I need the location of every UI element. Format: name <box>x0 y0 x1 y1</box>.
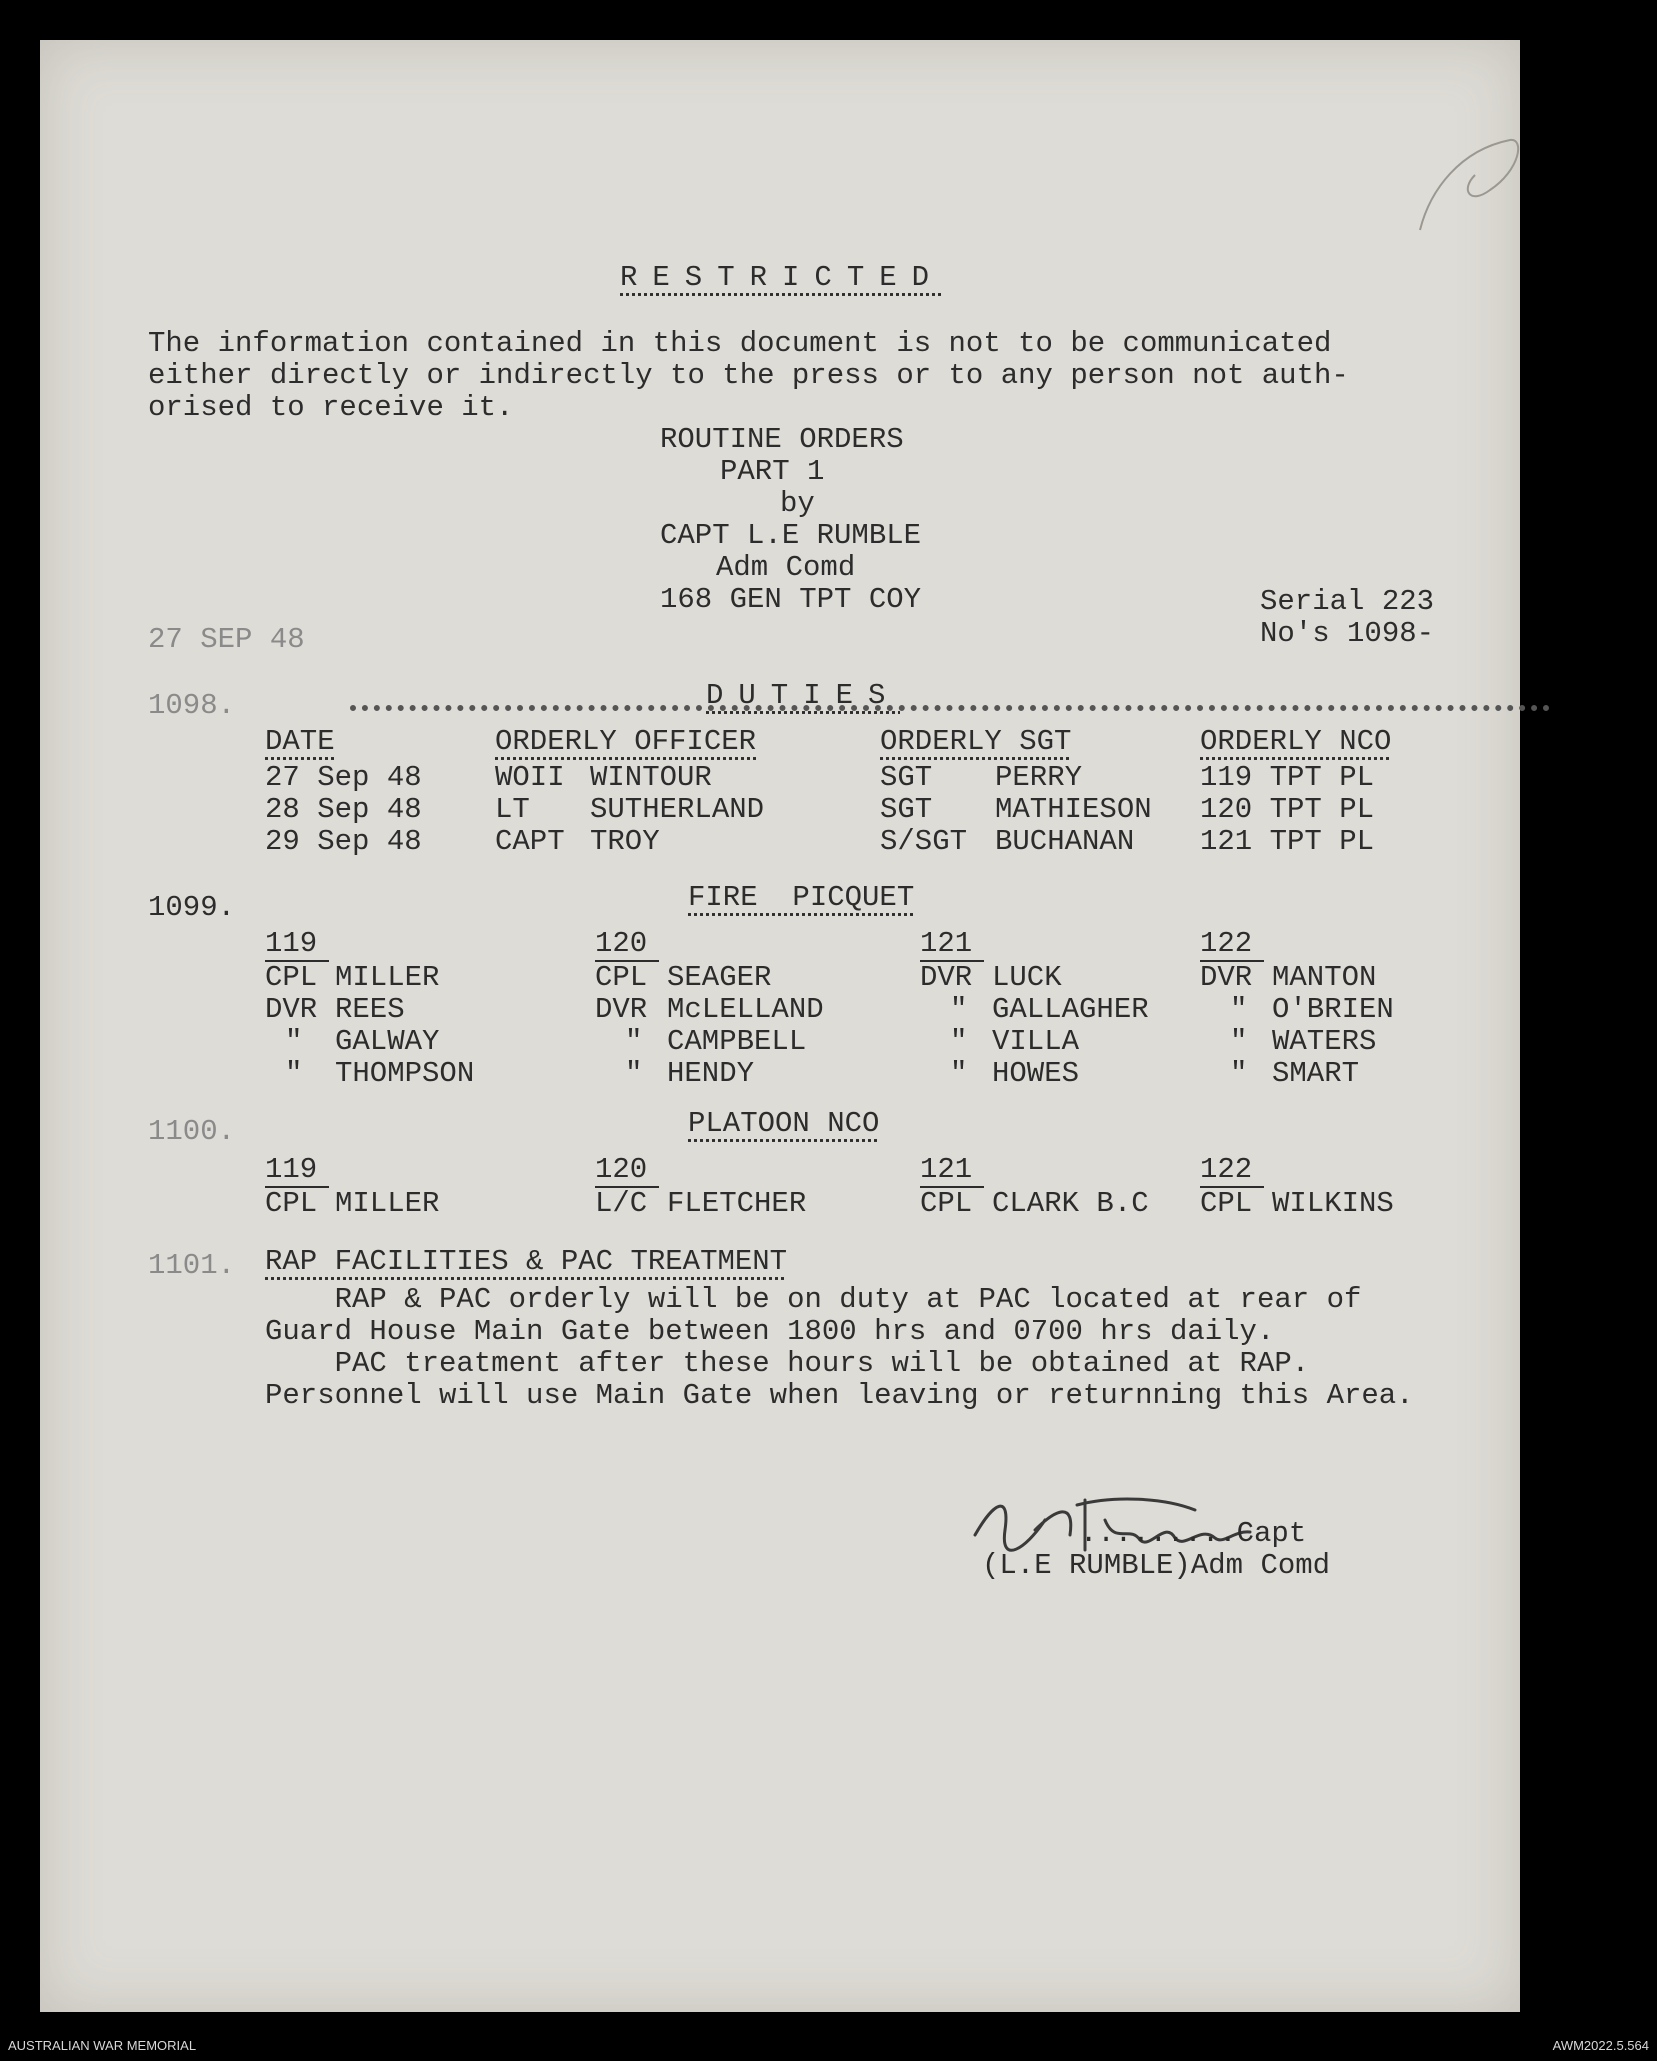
rap-line-2: Guard House Main Gate between 1800 hrs and 0700 hrs daily. <box>265 1315 1275 1348</box>
column-date: DATE <box>265 725 335 758</box>
member-name: McLELLAND <box>667 993 824 1026</box>
rap-line-4: Personnel will use Main Gate when leaving or returnning this Area. <box>265 1379 1414 1412</box>
sgt-rank: SGT <box>880 761 933 794</box>
signature-rank-line: .........Capt <box>1080 1517 1307 1550</box>
nco-platoon: 120 TPT PL <box>1200 793 1375 826</box>
officer-name: SUTHERLAND <box>590 793 765 826</box>
rap-number: 1101. <box>148 1249 236 1282</box>
title-routine-orders: ROUTINE ORDERS <box>660 423 904 456</box>
member-rank: DVR <box>1200 961 1253 994</box>
platoon-number: 120 <box>595 1154 659 1188</box>
member-name: MANTON <box>1272 961 1377 994</box>
title-author: CAPT L.E RUMBLE <box>660 519 922 552</box>
document-date: 27 SEP 48 <box>148 623 305 656</box>
member-name: HOWES <box>992 1057 1080 1090</box>
title-part: PART 1 <box>720 455 825 488</box>
duties-heading: DUTIES <box>706 679 901 712</box>
document-page <box>40 40 1520 2012</box>
platoon-number: 119 <box>265 928 329 962</box>
member-name: VILLA <box>992 1025 1080 1058</box>
sgt-name: MATHIESON <box>995 793 1152 826</box>
nco-rank: CPL <box>265 1187 318 1220</box>
nco-platoon: 119 TPT PL <box>1200 761 1375 794</box>
title-appointment: Adm Comd <box>716 551 856 584</box>
signature-name-line: (L.E RUMBLE)Adm Comd <box>982 1549 1331 1582</box>
nco-name: MILLER <box>335 1187 440 1220</box>
platoon-number: 120 <box>595 928 659 962</box>
column-orderly-nco: ORDERLY NCO <box>1200 725 1392 758</box>
member-name: LUCK <box>992 961 1062 994</box>
nco-name: WILKINS <box>1272 1187 1394 1220</box>
member-name: SEAGER <box>667 961 772 994</box>
sgt-rank: S/SGT <box>880 825 968 858</box>
member-name: CAMPBELL <box>667 1025 807 1058</box>
fire-picquet-number: 1099. <box>148 891 236 924</box>
member-rank: " <box>950 993 968 1026</box>
member-name: MILLER <box>335 961 440 994</box>
member-rank: CPL <box>265 961 318 994</box>
member-rank: " <box>625 1057 643 1090</box>
member-name: HENDY <box>667 1057 755 1090</box>
member-name: REES <box>335 993 405 1026</box>
sgt-name: PERRY <box>995 761 1083 794</box>
notice-line-3: orised to receive it. <box>148 391 514 424</box>
title-unit: 168 GEN TPT COY <box>660 583 922 616</box>
member-rank: DVR <box>920 961 973 994</box>
officer-name: WINTOUR <box>590 761 712 794</box>
nco-rank: L/C <box>595 1187 648 1220</box>
fire-picquet-heading: FIRE PICQUET <box>688 881 915 914</box>
order-numbers: No's 1098- <box>1260 617 1435 650</box>
officer-rank: LT <box>495 793 530 826</box>
officer-name: TROY <box>590 825 660 858</box>
title-by: by <box>780 487 815 520</box>
member-rank: " <box>1230 1025 1248 1058</box>
member-rank: " <box>285 1025 303 1058</box>
platoon-nco-number: 1100. <box>148 1115 236 1148</box>
notice-line-1: The information contained in this document is not to be communicated <box>148 327 1332 360</box>
platoon-number: 122 <box>1200 928 1264 962</box>
member-name: THOMPSON <box>335 1057 475 1090</box>
member-rank: " <box>950 1057 968 1090</box>
officer-rank: WOII <box>495 761 565 794</box>
member-name: SMART <box>1272 1057 1360 1090</box>
serial-number: Serial 223 <box>1260 585 1435 618</box>
rap-heading: RAP FACILITIES & PAC TREATMENT <box>265 1245 788 1278</box>
classification-heading: RESTRICTED <box>620 261 945 294</box>
nco-name: FLETCHER <box>667 1187 807 1220</box>
nco-rank: CPL <box>920 1187 973 1220</box>
member-name: GALWAY <box>335 1025 440 1058</box>
member-name: O'BRIEN <box>1272 993 1394 1026</box>
member-rank: " <box>285 1057 303 1090</box>
sgt-name: BUCHANAN <box>995 825 1135 858</box>
platoon-number: 122 <box>1200 1154 1264 1188</box>
member-rank: " <box>1230 1057 1248 1090</box>
sgt-rank: SGT <box>880 793 933 826</box>
member-name: GALLAGHER <box>992 993 1149 1026</box>
member-rank: " <box>1230 993 1248 1026</box>
platoon-nco-heading: PLATOON NCO <box>688 1107 880 1140</box>
notice-line-2: either directly or indirectly to the press or to any person not auth- <box>148 359 1349 392</box>
platoon-number: 119 <box>265 1154 329 1188</box>
member-rank: " <box>950 1025 968 1058</box>
member-rank: DVR <box>265 993 318 1026</box>
footer-source: AUSTRALIAN WAR MEMORIAL <box>8 2038 197 2053</box>
member-rank: " <box>625 1025 643 1058</box>
column-orderly-sgt: ORDERLY SGT <box>880 725 1072 758</box>
platoon-number: 121 <box>920 1154 984 1188</box>
platoon-number: 121 <box>920 928 984 962</box>
nco-platoon: 121 TPT PL <box>1200 825 1375 858</box>
nco-rank: CPL <box>1200 1187 1253 1220</box>
duties-number: 1098. <box>148 689 236 722</box>
duty-date: 29 Sep 48 <box>265 825 422 858</box>
handwritten-mark <box>1410 130 1530 245</box>
rap-line-3: PAC treatment after these hours will be obtained at RAP. <box>265 1347 1310 1380</box>
officer-rank: CAPT <box>495 825 565 858</box>
rap-line-1: RAP & PAC orderly will be on duty at PAC located at rear of <box>265 1283 1362 1316</box>
member-rank: CPL <box>595 961 648 994</box>
nco-name: CLARK B.C <box>992 1187 1149 1220</box>
footer-accession-number: AWM2022.5.564 <box>1552 2038 1649 2053</box>
separator-line <box>350 705 1550 711</box>
member-rank: DVR <box>595 993 648 1026</box>
member-name: WATERS <box>1272 1025 1377 1058</box>
duty-date: 28 Sep 48 <box>265 793 422 826</box>
duty-date: 27 Sep 48 <box>265 761 422 794</box>
column-orderly-officer: ORDERLY OFFICER <box>495 725 757 758</box>
